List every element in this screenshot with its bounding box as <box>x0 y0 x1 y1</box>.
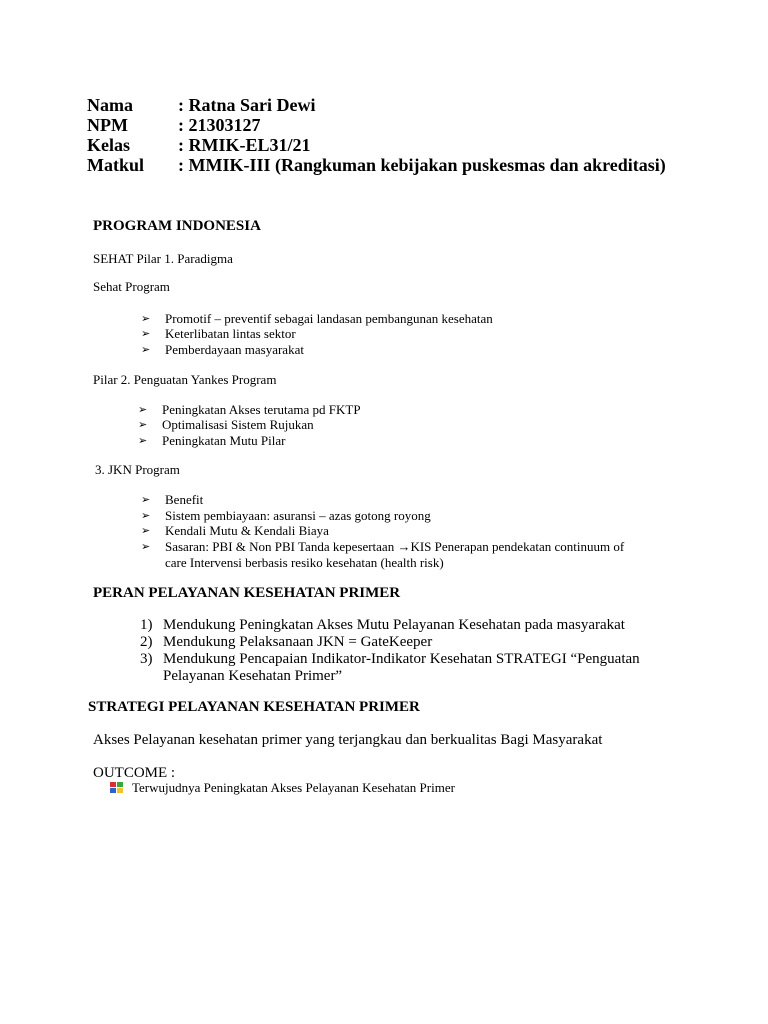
arrow-bullet-icon: ➢ <box>141 313 151 325</box>
arrow-bullet-icon: ➢ <box>141 525 151 537</box>
list-item: Peningkatan Akses terutama pd FKTP <box>162 402 361 417</box>
paragraph: SEHAT Pilar 1. Paradigma <box>93 251 233 266</box>
windows-flag-bullet-icon <box>110 782 124 794</box>
name-label: Nama <box>87 95 133 115</box>
arrow-bullet-icon: ➢ <box>141 344 151 356</box>
arrow-bullet-icon: ➢ <box>138 435 148 447</box>
arrow-bullet-icon: ➢ <box>138 419 148 431</box>
arrow-bullet-icon: ➢ <box>138 404 148 416</box>
npm-value: : 21303127 <box>178 115 261 135</box>
list-item: Kendali Mutu & Kendali Biaya <box>165 523 329 538</box>
paragraph: Sehat Program <box>93 279 170 294</box>
list-item: Optimalisasi Sistem Rujukan <box>162 417 314 432</box>
paragraph: 3. JKN Program <box>95 462 180 477</box>
list-item: Benefit <box>165 492 204 507</box>
list-item: Sasaran: PBI & Non PBI Tanda kepesertaan →KIS Penerapan pendekatan continuum of <box>165 539 625 554</box>
list-item: Keterlibatan lintas sektor <box>165 326 296 341</box>
paragraph: Pilar 2. Penguatan Yankes Program <box>93 372 277 387</box>
arrow-bullet-icon: ➢ <box>141 494 151 506</box>
section-heading: STRATEGI PELAYANAN KESEHATAN PRIMER <box>88 699 420 715</box>
matkul-label: Matkul <box>87 155 145 175</box>
paragraph: Akses Pelayanan kesehatan primer yang terjangkau dan berkualitas Bagi Masyarakat <box>93 732 603 748</box>
outcome-item: Terwujudnya Peningkatan Akses Pelayanan Kesehatan Primer <box>132 780 455 795</box>
kelas-label: Kelas <box>87 135 130 155</box>
arrow-bullet-icon: ➢ <box>141 541 151 553</box>
list-item: Sistem pembiayaan: asuransi – azas gotong royong <box>165 508 431 523</box>
list-number: 1) <box>140 617 153 633</box>
section-heading: PROGRAM INDONESIA <box>93 218 261 234</box>
kelas-value: : RMIK-EL31/21 <box>178 135 311 155</box>
matkul-value: : MMIK-III (Rangkuman kebijakan puskesmas dan akreditasi) <box>178 155 666 175</box>
outcome-label: OUTCOME : <box>93 765 176 781</box>
list-number: 3) <box>140 651 153 667</box>
section-heading: PERAN PELAYANAN KESEHATAN PRIMER <box>93 585 401 601</box>
arrow-bullet-icon: ➢ <box>141 328 151 340</box>
name-value: : Ratna Sari Dewi <box>178 95 316 115</box>
npm-label: NPM <box>87 115 128 135</box>
list-item: Mendukung Peningkatan Akses Mutu Pelayanan Kesehatan pada masyarakat <box>163 617 625 633</box>
list-item-continuation: Pelayanan Kesehatan Primer” <box>163 668 343 684</box>
list-item: Promotif – preventif sebagai landasan pembangunan kesehatan <box>165 311 493 326</box>
list-item: Mendukung Pencapaian Indikator-Indikator Kesehatan STRATEGI “Penguatan <box>163 651 640 667</box>
list-item-continuation: care Intervensi berbasis resiko kesehatan (health risk) <box>165 555 444 570</box>
list-item: Mendukung Pelaksanaan JKN = GateKeeper <box>163 634 433 650</box>
list-item: Peningkatan Mutu Pilar <box>162 433 286 448</box>
arrow-bullet-icon: ➢ <box>141 510 151 522</box>
list-item: Pemberdayaan masyarakat <box>165 342 304 357</box>
list-number: 2) <box>140 634 153 650</box>
